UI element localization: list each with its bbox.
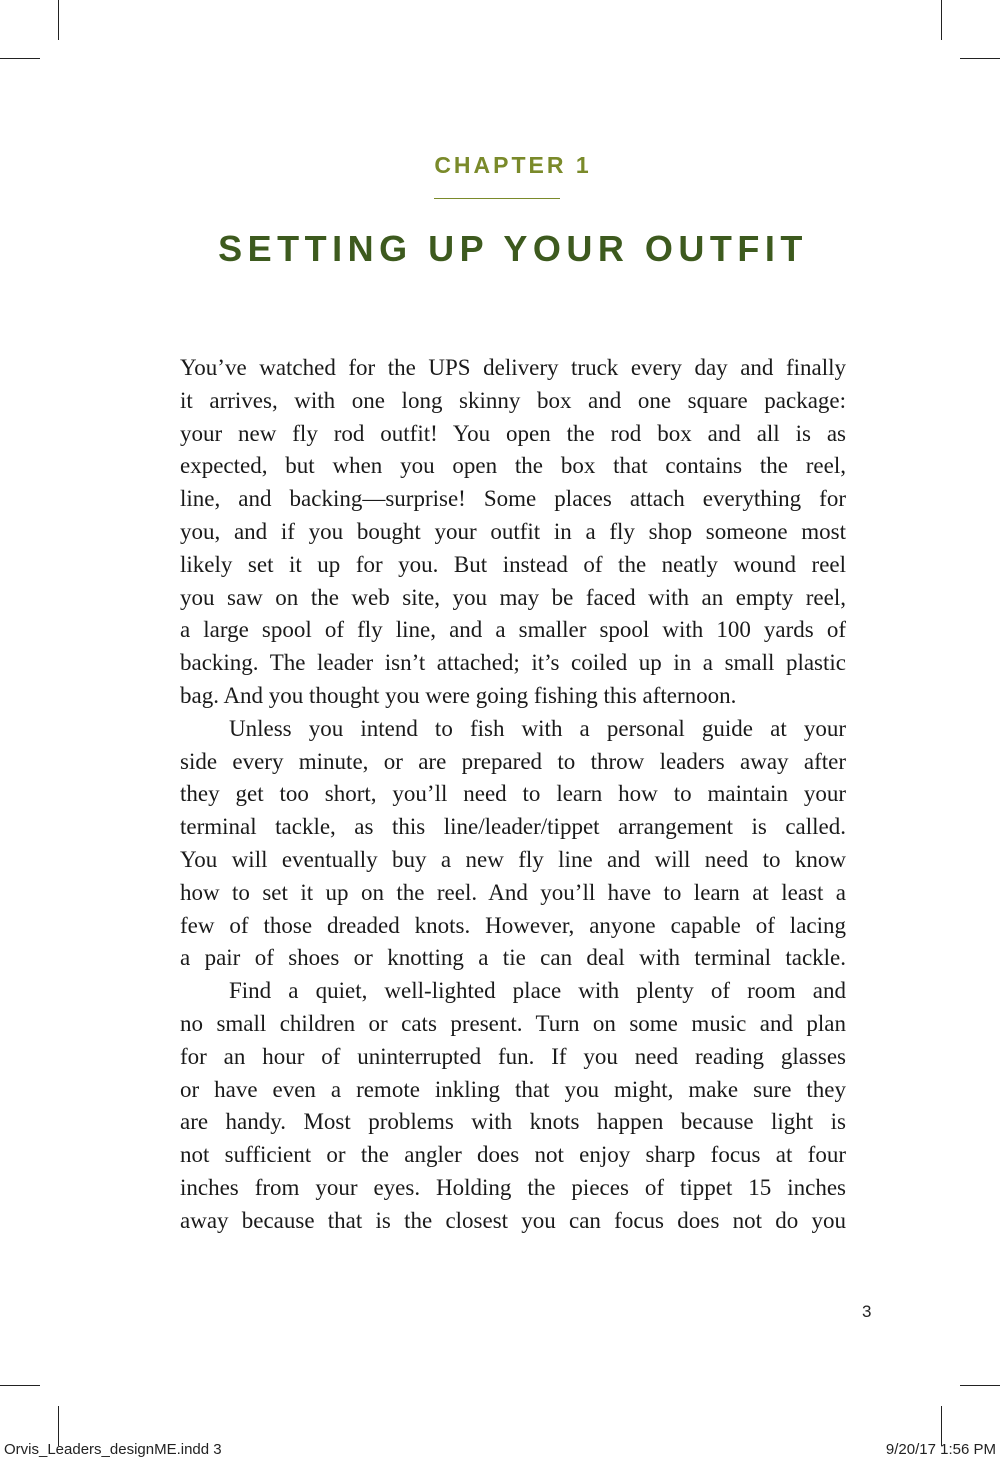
text-line: it arrives, with one long skinny box and one square package: <box>180 387 846 413</box>
text-line: not sufficient or the angler does not enjoy sharp focus at four <box>180 1142 846 1168</box>
text-line: for an hour of uninterrupted fun. If you need reading glasses <box>180 1043 846 1069</box>
text-line: or have even a remote inkling that you might, make sure they <box>180 1076 846 1102</box>
paragraph <box>180 352 846 713</box>
crop-mark-top-left-h <box>0 58 40 59</box>
text-line: You will eventually buy a new fly line and will need to know <box>180 846 846 872</box>
text-line: bag. And you thought you were going fishing this afternoon. <box>180 682 737 708</box>
slug-filename: Orvis_Leaders_designME.indd 3 <box>4 1441 222 1458</box>
crop-mark-top-right <box>941 0 942 40</box>
crop-mark-bottom-left-h <box>0 1385 40 1386</box>
crop-mark-bottom-right-h <box>960 1385 1000 1386</box>
text-line: they get too short, you’ll need to learn how to maintain your <box>180 781 846 807</box>
text-line: away because that is the closest you can focus does not do you <box>180 1207 846 1233</box>
crop-mark-bottom-left <box>58 1406 59 1446</box>
chapter-rule <box>434 198 560 199</box>
page-number: 3 <box>862 1302 872 1321</box>
text-line: your new fly rod outfit! You open the rod box and all is as <box>180 420 846 446</box>
text-line: few of those dreaded knots. However, anyone capable of lacing <box>180 912 846 938</box>
text-line: no small children or cats present. Turn on some music and plan <box>180 1010 846 1036</box>
chapter-label: CHAPTER 1 <box>434 152 592 178</box>
text-line: You’ve watched for the UPS delivery truck every day and finally <box>180 355 846 380</box>
text-line: side every minute, or are prepared to throw leaders away after <box>180 748 846 774</box>
crop-mark-bottom-right <box>941 1406 942 1446</box>
slug-timestamp: 9/20/17 1:56 PM <box>885 1441 996 1458</box>
text-line: you, and if you bought your outfit in a fly shop someone most <box>180 518 846 544</box>
text-line: inches from your eyes. Holding the pieces of tippet 15 inches <box>180 1174 846 1200</box>
text-line: expected, but when you open the box that contains the reel, <box>180 453 846 479</box>
text-line: are handy. Most problems with knots happen because light is <box>180 1109 846 1135</box>
text-line: backing. The leader isn’t attached; it’s coiled up in a small plastic <box>180 650 846 676</box>
paragraph <box>180 713 846 975</box>
body-text <box>180 352 846 1238</box>
text-line: a pair of shoes or knotting a tie can deal with terminal tackle. <box>180 945 846 971</box>
text-line: Find a quiet, well-lighted place with plenty of room and <box>229 978 846 1004</box>
crop-mark-top-left <box>58 0 59 40</box>
text-line: a large spool of fly line, and a smaller spool with 100 yards of <box>180 617 846 643</box>
chapter-title: SETTING UP YOUR OUTFIT <box>218 228 808 269</box>
text-line: you saw on the web site, you may be faced with an empty reel, <box>180 584 846 610</box>
paragraph <box>180 975 846 1237</box>
text-line: terminal tackle, as this line/leader/tippet arrangement is called. <box>180 814 846 840</box>
text-line: how to set it up on the reel. And you’ll have to learn at least a <box>180 879 846 905</box>
crop-mark-top-right-h <box>960 58 1000 59</box>
text-line: Unless you intend to fish with a personal guide at your <box>229 715 846 741</box>
text-line: line, and backing—surprise! Some places attach everything for <box>180 486 846 512</box>
text-line: likely set it up for you. But instead of the neatly wound reel <box>180 551 846 577</box>
